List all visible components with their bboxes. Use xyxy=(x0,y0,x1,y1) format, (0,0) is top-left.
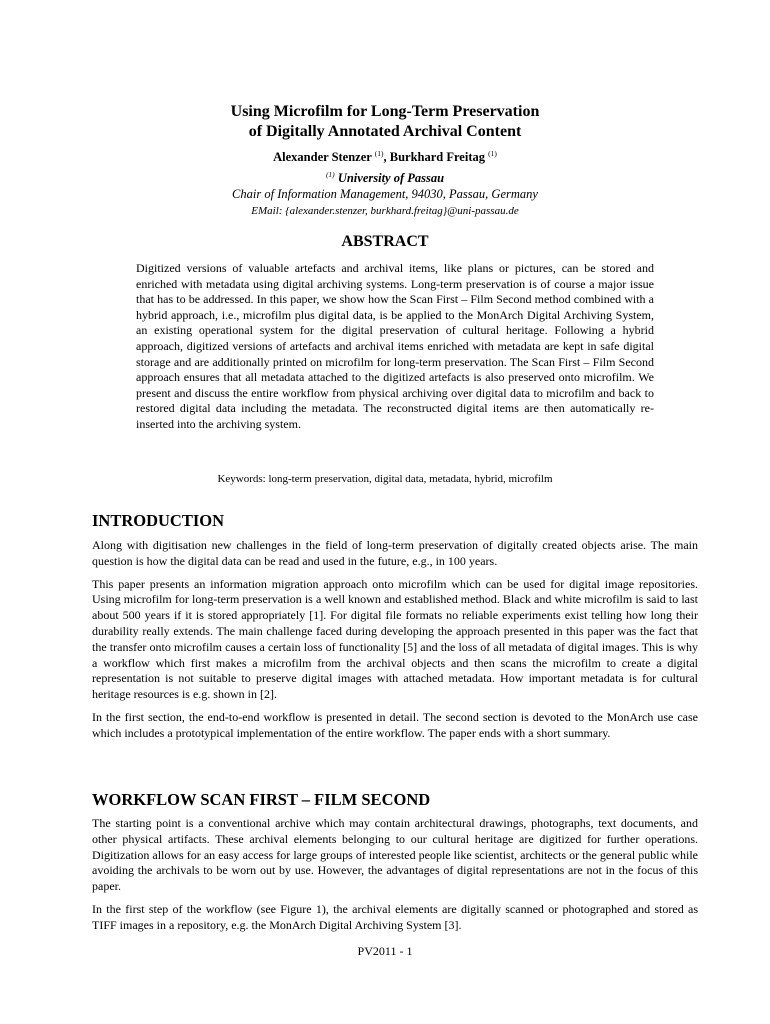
title-line-2: of Digitally Annotated Archival Content xyxy=(248,123,522,140)
introduction-body xyxy=(92,538,698,749)
paragraph: In the first section, the end-to-end workflow is presented in detail. The second section is devoted to the MonArch use case which includes a prototypical implementation of the entire workflow. The paper ends with a short summary. xyxy=(92,709,698,740)
introduction-heading: INTRODUCTION xyxy=(92,511,225,530)
paper-title xyxy=(0,102,770,142)
abstract-text: Digitized versions of valuable artefacts and archival items, like plans or pictures, can be stored and enriched with metadata using digital archiving systems. Long-term preservation is of course a major issue that has to be addressed. In this paper, we show how the Scan First – Film Second method combined with a hybrid approach, i.e., microfilm plus digital data, is be applied to the MonArch Digital Archiving System, an existing operational system for the digital preservation of cultural heritage. Following a hybrid approach, digitized versions of artefacts and archival items enriched with metadata are kept in safe digital storage and are additionally printed on microfilm for long-term preservation. The Scan First – Film Second approach ensures that all metadata attached to the digitized artefacts is also preserved onto microfilm. We present and discuss the entire workflow from physical archiving over digital data to microfilm and back to restored digital data including the metadata. The reconstructed digital items are then automatically re-inserted into the archiving system. xyxy=(136,261,654,431)
author-separator: , xyxy=(383,150,387,164)
paragraph: This paper presents an information migration approach onto microfilm which can be used for digital image repositories. Using microfilm for long-term preservation is a well known and established method. Black and white microfilm is said to last about 500 years if it is stored appropriately [1]. For digital file formats no reliable experiments exist telling how long their durability really extends. The main challenge faced during developing the approach presented in this paper was the fact that the transfer onto microfilm causes a certain loss of functionality [5] and the loss of all metadata of digital images. This is why a workflow which first makes a microfilm from the archival objects and then scans the microfilm to create a digital representation is not suitable to preserve digital images with attached metadata. How important metadata is for cultural heritage resources is e.g. shown in [2]. xyxy=(92,576,698,702)
abstract-heading: ABSTRACT xyxy=(341,233,429,250)
page-footer: PV2011 - 1 xyxy=(357,944,413,958)
author-email: EMail: {alexander.stenzer, burkhard.freitag}@uni-passau.de xyxy=(251,205,519,217)
affiliation-mark: (1) xyxy=(325,170,335,179)
author-name: Burkhard Freitag xyxy=(389,150,485,164)
author-affiliation-mark: (1) xyxy=(488,149,497,158)
workflow-body xyxy=(92,816,698,941)
paragraph: In the first step of the workflow (see Figure 1), the archival elements are digitally scanned or photographed and stored as TIFF images in a repository, e.g. the MonArch Digital Archiving System [3]. xyxy=(92,901,698,932)
author-list xyxy=(0,149,770,165)
title-line-1: Using Microfilm for Long-Term Preservation xyxy=(230,103,540,120)
author-name: Alexander Stenzer xyxy=(273,150,372,164)
university-name: University of Passau xyxy=(337,171,445,185)
affiliation-university xyxy=(0,170,770,186)
workflow-heading: WORKFLOW SCAN FIRST – FILM SECOND xyxy=(92,790,431,809)
affiliation-chair: Chair of Information Management, 94030, Passau, Germany xyxy=(232,187,538,201)
paragraph: Along with digitisation new challenges in the field of long-term preservation of digitally created objects arise. The main question is how the digital data can be read and used in the future, e.g., in 100 years. xyxy=(92,538,698,568)
author-affiliation-mark: (1) xyxy=(374,149,384,158)
keywords: Keywords: long-term preservation, digital data, metadata, hybrid, microfilm xyxy=(217,473,553,485)
paragraph: The starting point is a conventional archive which may contain architectural drawings, photographs, text documents, and other physical artifacts. These archival elements belonging to our cultural heritage are digitized for further operations. Digitization allows for an easy access for large groups of interested people like scientist, architects or the general public while avoiding the archivals to be worn out by use. However, the advantages of digital representations are not in the focus of this paper. xyxy=(92,816,698,894)
